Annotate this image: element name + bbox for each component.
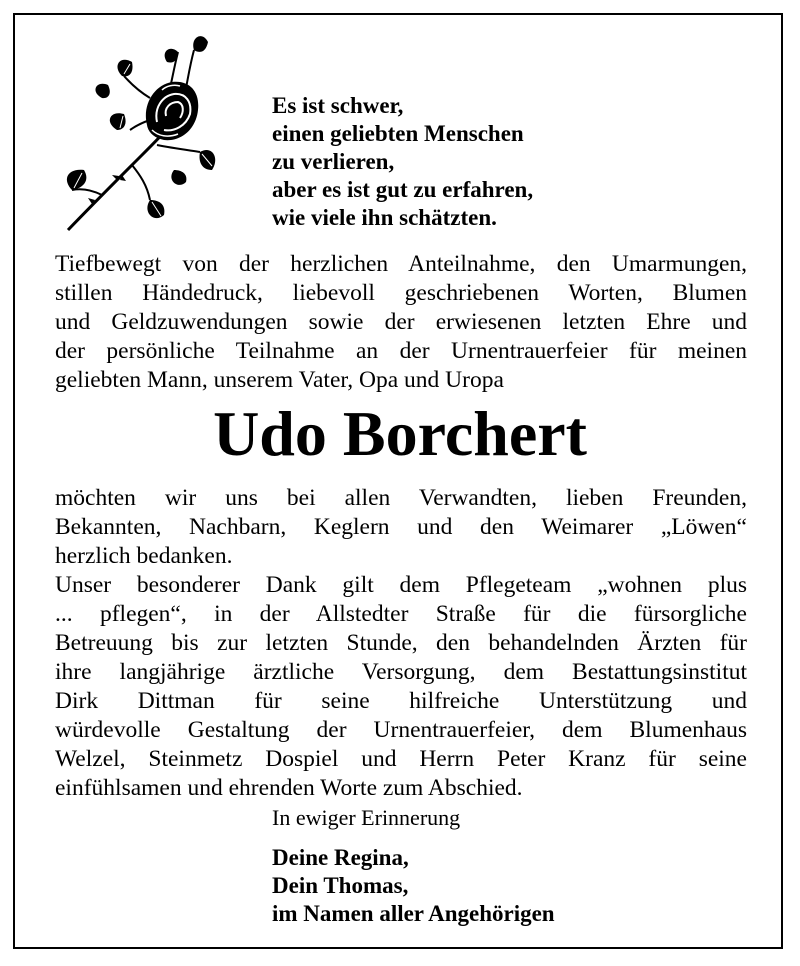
thanks-line: würdevolle Gestaltung der Urnentrauerfeier, dem Blumenhaus xyxy=(55,717,747,743)
thanks-line: Welzel, Steinmetz Dospiel und Herrn Peter Kranz für seine xyxy=(55,746,747,772)
thanks-line: Betreuung bis zur letzten Stunde, den behandelnden Ärzten für xyxy=(55,630,747,656)
signer-line: Dein Thomas, xyxy=(272,873,409,898)
thanks-line: Dirk Dittman für seine hilfreiche Unterstützung und xyxy=(55,688,747,714)
verse-line: Es ist schwer, xyxy=(272,93,404,118)
closing-line: In ewiger Erinnerung xyxy=(272,805,461,830)
verse-block xyxy=(272,92,533,232)
thanks-line: Unser besonderer Dank gilt dem Pflegeteam „wohnen plus xyxy=(55,572,747,598)
thanks-line: ... pflegen“, in der Allstedter Straße für die fürsorgliche xyxy=(55,601,747,627)
thanks-line: möchten wir uns bei allen Verwandten, lieben Freunden, xyxy=(55,485,747,511)
intro-line: Tiefbewegt von der herzlichen Anteilnahme, den Umarmungen, xyxy=(55,251,747,277)
thanks-line: Bekannten, Nachbarn, Keglern und den Weimarer „Löwen“ xyxy=(55,514,747,540)
signers-block xyxy=(272,844,555,928)
rose-icon xyxy=(62,30,222,235)
intro-line: und Geldzuwendungen sowie der erwiesenen letzten Ehre und xyxy=(55,309,747,335)
thanks-line: herzlich bedanken. xyxy=(55,543,233,569)
verse-line: zu verlieren, xyxy=(272,149,395,174)
intro-line: geliebten Mann, unserem Vater, Opa und Uropa xyxy=(55,367,504,393)
intro-line: der persönliche Teilnahme an der Urnentrauerfeier für meinen xyxy=(55,338,747,364)
thanks-line: ihre langjährige ärztliche Versorgung, dem Bestattungsinstitut xyxy=(55,659,747,685)
signer-line: im Namen aller Angehörigen xyxy=(272,901,555,926)
deceased-name: Udo Borchert xyxy=(213,398,587,469)
thanks-paragraph xyxy=(55,484,747,803)
thanks-line: einfühlsamen und ehrenden Worte zum Abschied. xyxy=(55,775,523,801)
verse-line: aber es ist gut zu erfahren, xyxy=(272,177,534,202)
verse-line: wie viele ihn schätzten. xyxy=(272,205,497,230)
verse-line: einen geliebten Menschen xyxy=(272,121,524,146)
signer-line: Deine Regina, xyxy=(272,845,409,870)
intro-paragraph xyxy=(55,250,747,395)
intro-line: stillen Händedruck, liebevoll geschriebenen Worten, Blumen xyxy=(55,280,747,306)
